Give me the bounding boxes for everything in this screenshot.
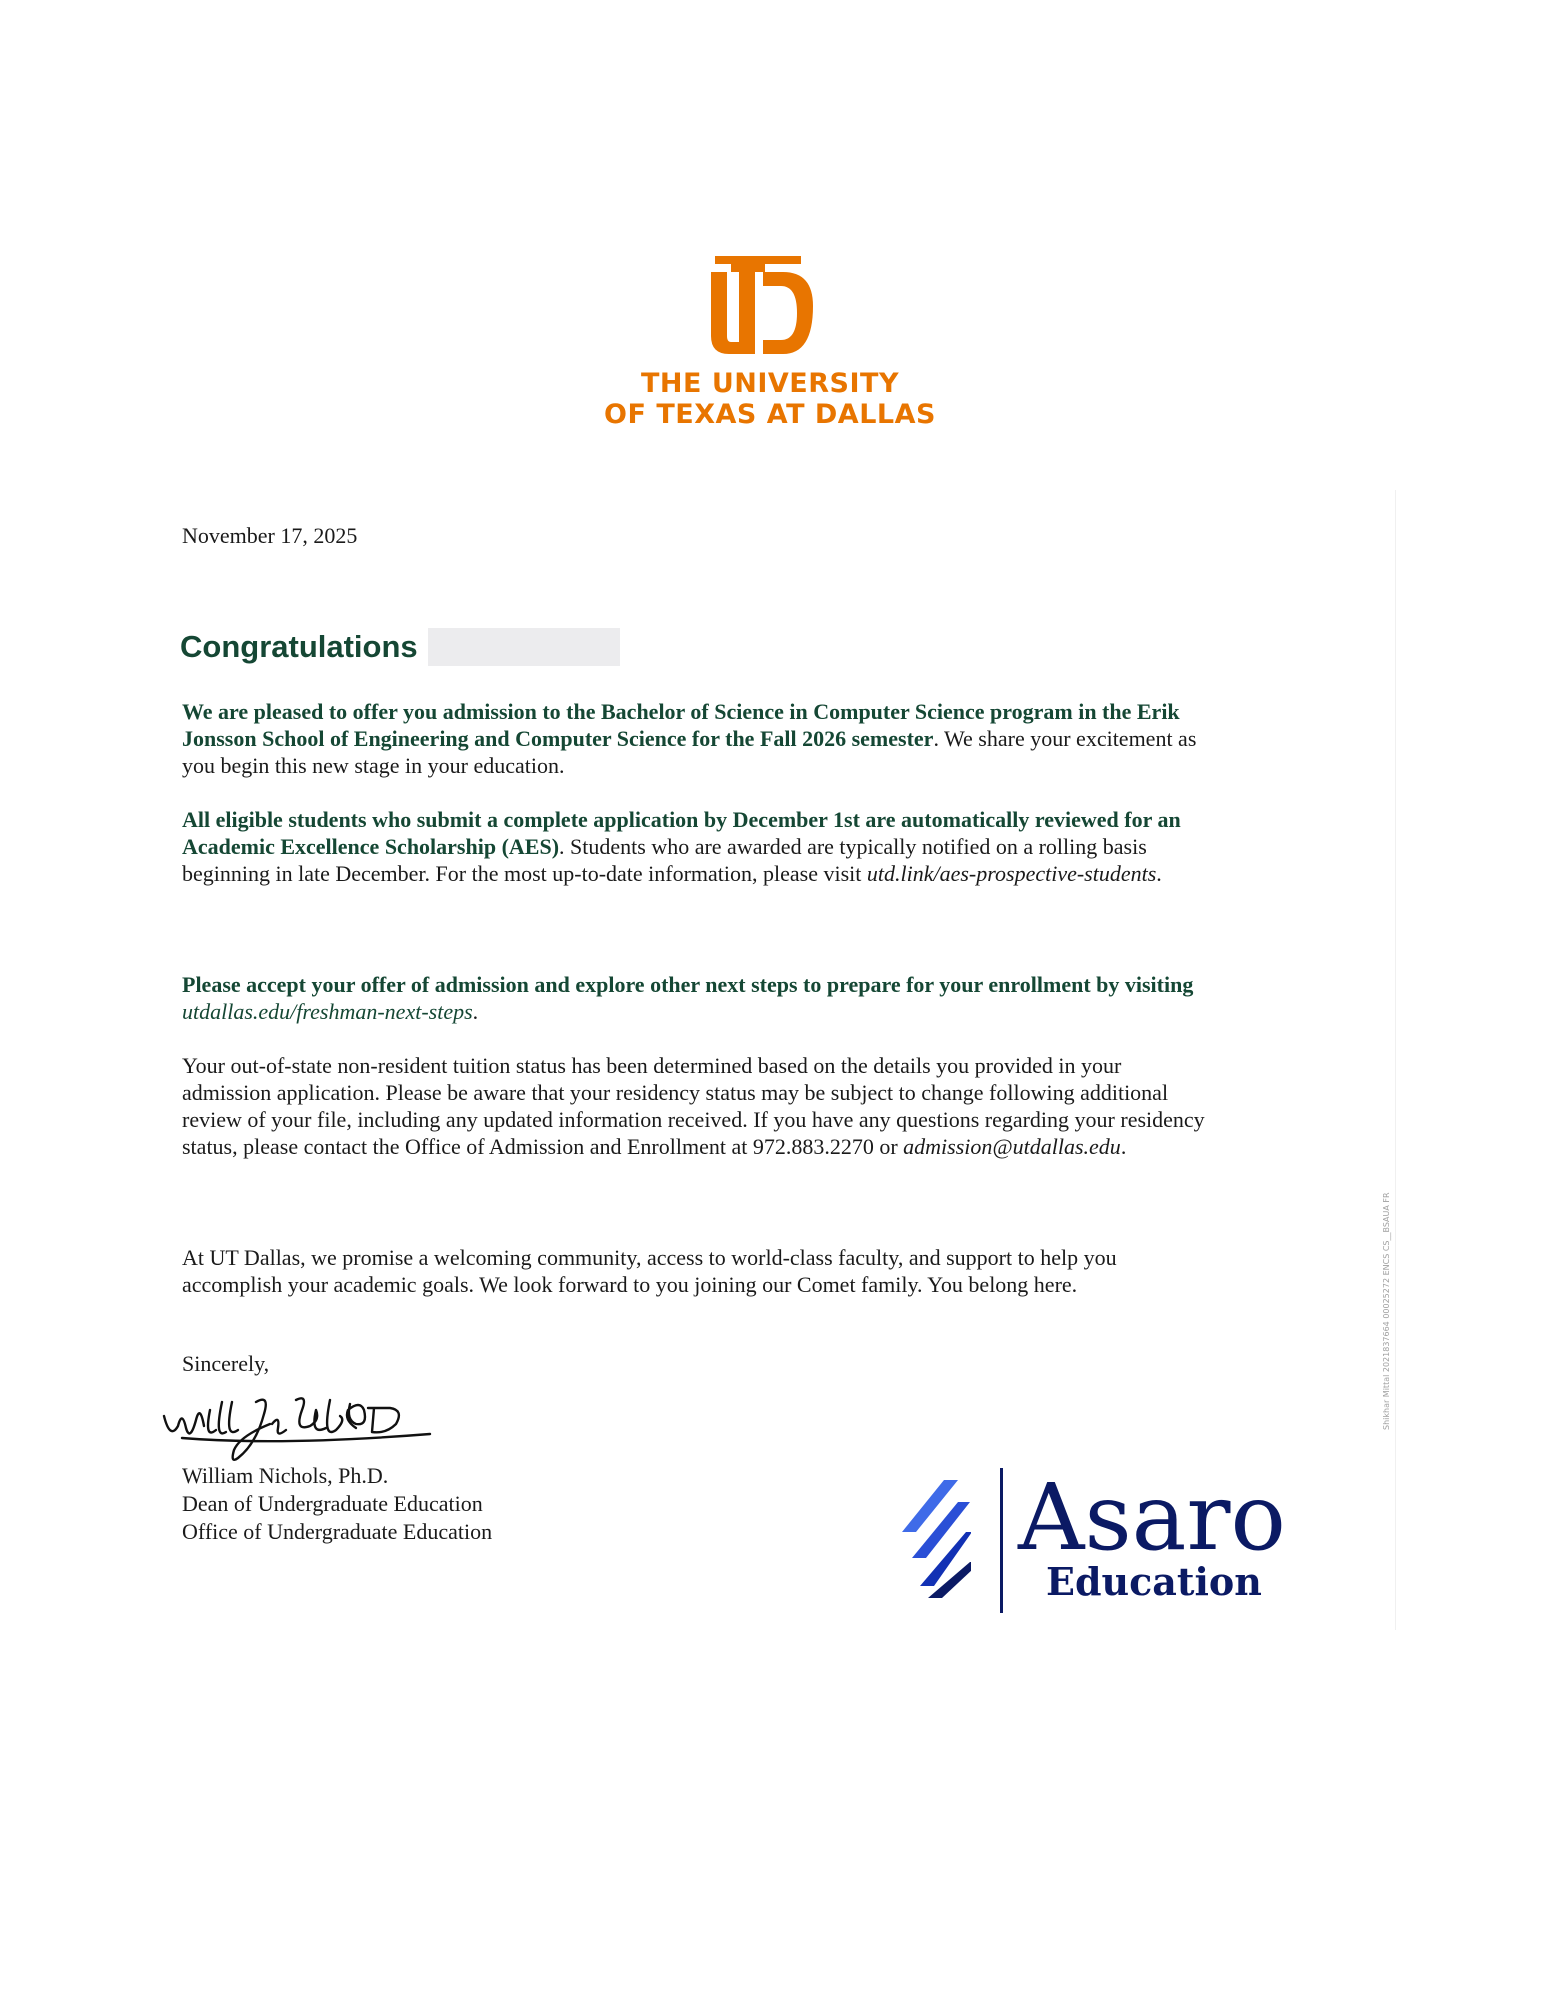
admission-paragraph <box>182 698 1212 779</box>
university-name <box>520 368 1020 430</box>
signer-name: William Nichols, Ph.D. <box>182 1463 389 1488</box>
scholarship-rest-text: . Students who are awarded are typically notified on a rolling basis beginning in late December. For the most up-to-date information, please visit <box>182 834 1147 886</box>
signature-icon <box>160 1380 435 1465</box>
closing: Sincerely, <box>182 1351 270 1376</box>
greeting: Congratulations <box>180 629 418 664</box>
asaro-brand: Asaro <box>1018 1464 1286 1571</box>
next-steps-link[interactable]: utdallas.edu/freshman-next-steps <box>182 999 473 1024</box>
residency-paragraph <box>182 1052 1212 1160</box>
university-name-line1: THE UNIVERSITY <box>640 368 899 399</box>
asaro-subtitle: Education <box>1046 1559 1262 1604</box>
scholarship-bold-text: All eligible students who submit a complete application by December 1st are automatically reviewed for an Academic Excellence Scholarship (AES) <box>182 807 1181 859</box>
utd-logo-icon <box>705 256 825 356</box>
welcome-paragraph: At UT Dallas, we promise a welcoming community, access to world-class faculty, and support to help you accomplish your academic goals. We look forward to you joining our Comet family. You belong here. <box>182 1245 1117 1297</box>
asaro-divider <box>1000 1468 1003 1613</box>
university-name-line2: OF TEXAS AT DALLAS <box>604 399 936 430</box>
page-edge-line <box>1395 490 1396 1630</box>
signer-title: Dean of Undergraduate Education <box>182 1491 483 1516</box>
letter-date: November 17, 2025 <box>182 523 358 548</box>
next-steps-end: . <box>472 999 479 1024</box>
redacted-name <box>428 628 620 666</box>
residency-end: . <box>1120 1134 1127 1159</box>
admission-offer-text: We are pleased to offer you admission to the Bachelor of Science in Computer Science program in the Erik Jonsson School of Engineering and Computer Science for the Fall 2026 semester <box>182 699 1180 751</box>
scholarship-end: . <box>1156 861 1162 886</box>
admission-rest-text: . We share your excitement as you begin this new stage in your education. <box>182 726 1197 778</box>
admission-email-link[interactable]: admission@utdallas.edu <box>903 1134 1121 1159</box>
greeting-row <box>180 628 620 666</box>
side-reference-code: Shikhar Mittal 2021837664 00025272 ENCS CS__BSAUA FR <box>1382 1192 1391 1430</box>
signer-office: Office of Undergraduate Education <box>182 1519 493 1544</box>
asaro-logo-icon <box>896 1480 971 1600</box>
scholarship-link[interactable]: utd.link/aes-prospective-students <box>866 861 1157 886</box>
next-steps-paragraph <box>182 971 1212 1025</box>
scholarship-paragraph <box>182 806 1212 887</box>
next-steps-text: Please accept your offer of admission and explore other next steps to prepare for your enrollment by visiting <box>182 972 1194 997</box>
residency-text: Your out-of-state non-resident tuition status has been determined based on the details you provided in your admission application. Please be aware that your residency status may be subject to change following additional review of your file, including any updated information received. If you have any questions regarding your residency status, please contact the Office of Admission and Enrollment at 972.883.2270 or <box>182 1053 1205 1159</box>
